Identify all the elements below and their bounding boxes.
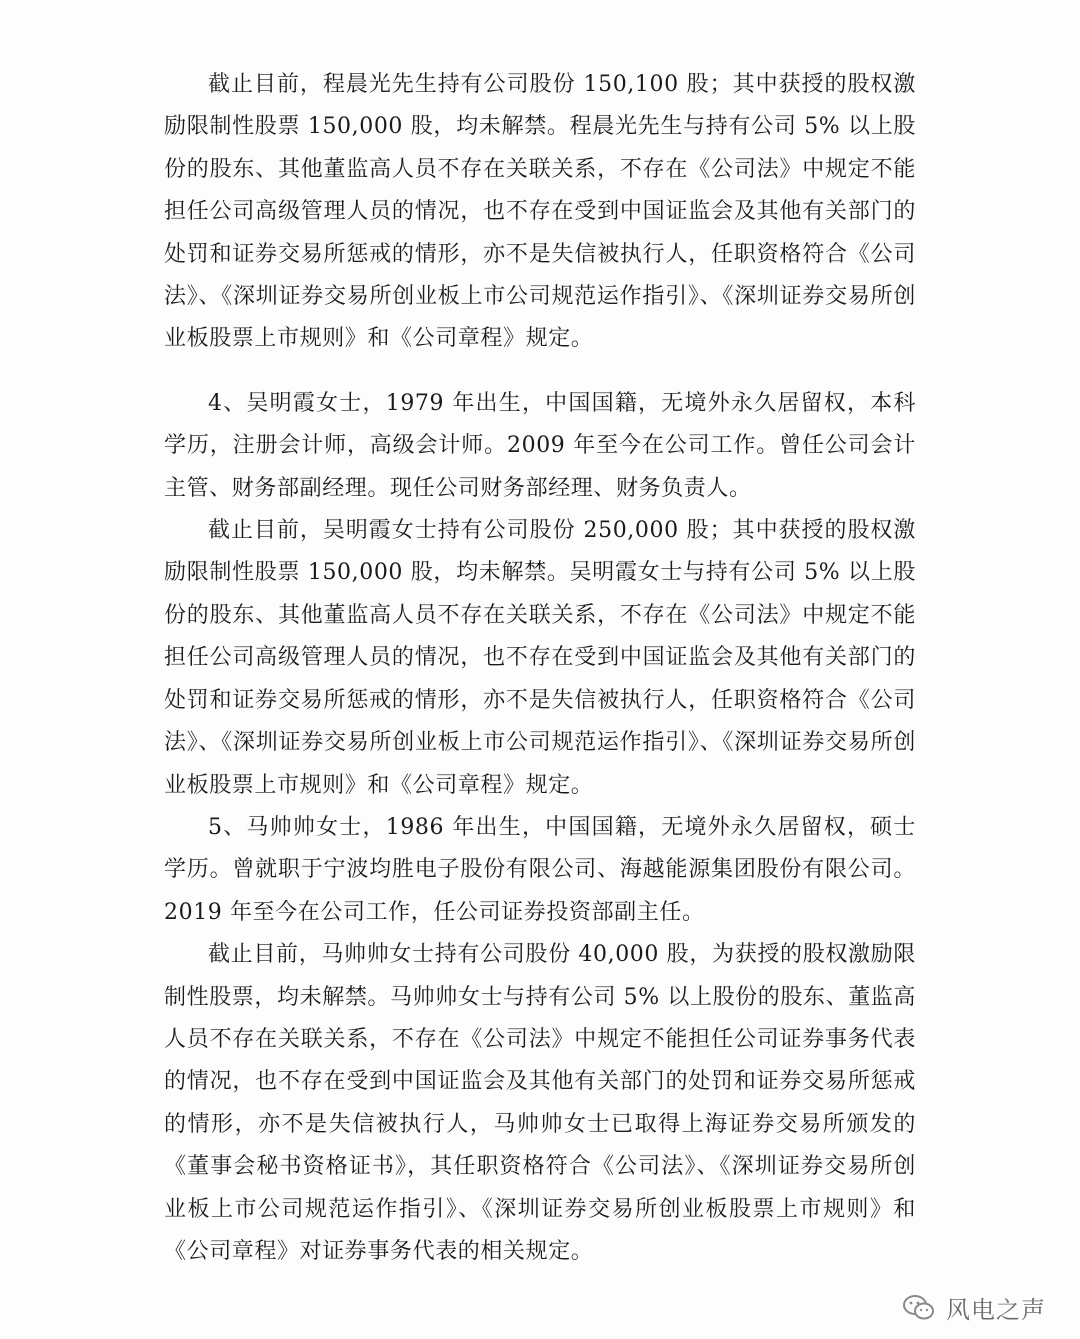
watermark	[902, 1290, 1046, 1325]
paragraph-ma-shareholding: 截止目前，马帅帅女士持有公司股份 40,000 股，为获授的股权激励限制性股票，均未解禁。马帅帅女士与持有公司 5% 以上股份的股东、董监高人员不存在关联关系，不存在《公司法》中规定不能担任公司证券事务代表的情况，也不存在受到中国证监会及其他有关部门的处罚和证券交易所惩戒的情形，亦不是失信被执行人，马帅帅女士已取得上海证券交易所颁发的《董事会秘书资格证书》，其任职资格符合《公司法》、《深圳证券交易所创业板上市公司规范运作指引》、《深圳证券交易所创业板股票上市规则》和《公司章程》对证券事务代表的相关规定。	[164, 942, 916, 1264]
document-body	[164, 64, 916, 1273]
paragraph-ma-profile: 5、马帅帅女士，1986 年出生，中国国籍，无境外永久居留权，硕士学历。曾就职于宁波均胜电子股份有限公司、海越能源集团股份有限公司。2019 年至今在公司工作，任公司证券投资部副主任。	[164, 814, 916, 925]
wechat-icon	[902, 1293, 936, 1323]
paragraph-wu-shareholding: 截止目前，吴明霞女士持有公司股份 250,000 股；其中获授的股权激励限制性股票 150,000 股，均未解禁。吴明霞女士与持有公司 5% 以上股份的股东、其他董监高人员不存在关联关系，不存在《公司法》中规定不能担任公司高级管理人员的情况，也不存在受到中国证监会及其他有关部门的处罚和证券交易所惩戒的情形，亦不是失信被执行人，任职资格符合《公司法》、《深圳证券交易所创业板上市公司规范运作指引》、《深圳证券交易所创业板股票上市规则》和《公司章程》规定。	[164, 518, 916, 798]
paragraph-wu-profile: 4、吴明霞女士，1979 年出生，中国国籍，无境外永久居留权，本科学历，注册会计师，高级会计师。2009 年至今在公司工作。曾任公司会计主管、财务部副经理。现任公司财务部经理、财务负责人。	[164, 390, 916, 501]
paragraph-cheng-shareholding: 截止目前，程晨光先生持有公司股份 150,100 股；其中获授的股权激励限制性股票 150,000 股，均未解禁。程晨光先生与持有公司 5% 以上股份的股东、其他董监高人员不存在关联关系，不存在《公司法》中规定不能担任公司高级管理人员的情况，也不存在受到中国证监会及其他有关部门的处罚和证券交易所惩戒的情形，亦不是失信被执行人，任职资格符合《公司法》、《深圳证券交易所创业板上市公司规范运作指引》、《深圳证券交易所创业板股票上市规则》和《公司章程》规定。	[164, 72, 916, 352]
watermark-text: 风电之声	[946, 1296, 1046, 1324]
